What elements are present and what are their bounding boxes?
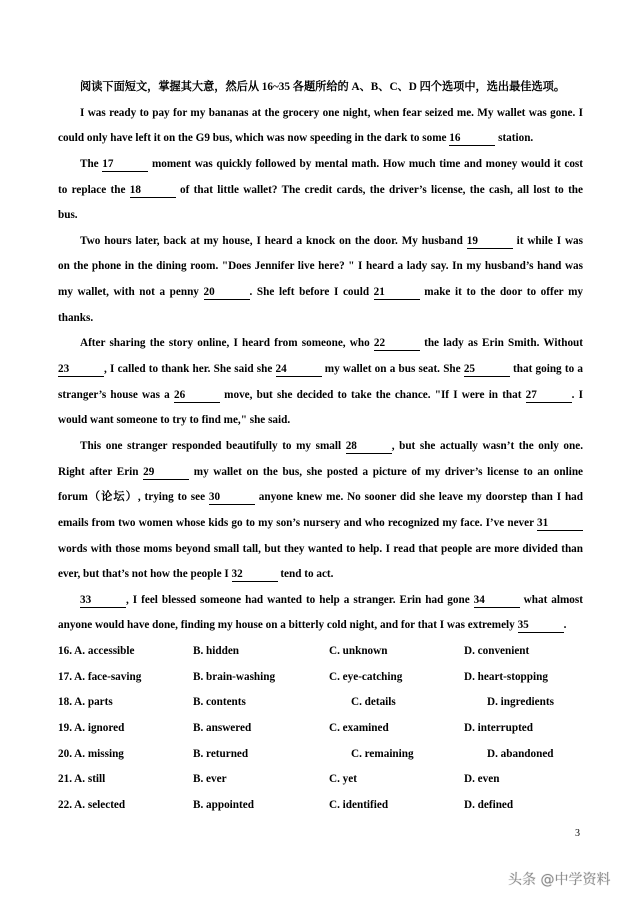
blank-31: 31 <box>537 517 583 531</box>
choice-text: B. answered <box>193 722 252 735</box>
choice-text: B. ever <box>193 773 227 786</box>
choice-text: A. still <box>74 773 106 786</box>
choice-text: D. defined <box>464 798 514 811</box>
question-number: 18. <box>58 696 72 709</box>
text-run: ever, but that’s not how the people I <box>58 568 232 581</box>
option-row <box>58 665 583 691</box>
text-run: that going to a <box>509 363 583 376</box>
choice-b <box>193 716 251 742</box>
text-run: This one stranger responded beautifully to my small <box>80 439 346 452</box>
page-number: 3 <box>575 828 580 839</box>
choice-b <box>193 767 227 793</box>
text-line <box>58 613 583 639</box>
text-run: station. <box>495 132 534 145</box>
choice-a <box>58 690 113 716</box>
document-content <box>58 75 583 819</box>
choice-text: C. identified <box>329 798 389 811</box>
text-line <box>58 434 583 460</box>
text-run: anyone would have done, finding my house on a bitterly cold night, and for that I was extremely <box>58 619 518 632</box>
question-number: 19. <box>58 722 72 735</box>
text-run: forum（论坛）, trying to see <box>58 491 209 504</box>
option-row <box>58 793 583 819</box>
text-run: my wallet on the bus, she posted a picture of my driver’s license to an online <box>189 465 583 478</box>
text-run: I was ready to pay for my bananas at the grocery one night, when fear seized me. My wallet was gone. I <box>80 106 583 119</box>
option-row <box>58 716 583 742</box>
choice-text: C. eye-catching <box>329 670 403 683</box>
text-line <box>58 254 583 280</box>
choice-d <box>487 690 554 716</box>
instruction-line: 阅读下面短文，掌握其大意，然后从 16~35 各题所给的 A、B、C、D 四个选项中，选出最佳选项。 <box>80 81 566 93</box>
choice-text: B. brain-washing <box>193 670 276 683</box>
watermark: 头条 @中学资料 <box>508 872 611 888</box>
text-run: Two hours later, back at my house, I heard a knock on the door. My husband <box>80 234 467 247</box>
blank-23: 23 <box>58 363 104 377</box>
paragraph <box>58 229 583 332</box>
text-run: of that little wallet? The credit cards, the driver’s license, the cash, all lost to the <box>175 183 583 196</box>
choice-a <box>58 716 124 742</box>
text-run: anyone knew me. No sooner did she leave my doorstep than I had <box>254 491 583 504</box>
text-line <box>58 588 583 614</box>
blank-32: 32 <box>232 568 278 582</box>
text-line <box>58 460 583 486</box>
choice-a <box>58 767 105 793</box>
choice-text: D. interrupted <box>464 722 533 735</box>
choice-d <box>464 767 499 793</box>
paragraph <box>58 331 583 434</box>
text-run: to replace the <box>58 183 130 196</box>
choice-text: B. contents <box>193 696 246 709</box>
choice-text: D. ingredients <box>487 696 554 709</box>
choice-d <box>464 639 529 665</box>
text-run: stranger’s house was a <box>58 388 174 401</box>
text-run: . She left before I could <box>249 286 374 299</box>
choice-text: D. even <box>464 773 500 786</box>
choice-a <box>58 742 124 768</box>
blank-34: 34 <box>474 594 520 608</box>
text-run: it while I was <box>512 234 583 247</box>
blank-24: 24 <box>276 363 322 377</box>
choice-d <box>464 716 533 742</box>
choice-text: A. parts <box>74 696 113 709</box>
choice-text: D. abandoned <box>487 747 554 760</box>
text-run: , I feel blessed someone had wanted to help a stranger. Erin had gone <box>126 593 474 606</box>
text-line <box>58 537 583 563</box>
text-run: , I called to thank her. She said she <box>104 363 276 376</box>
blank-25: 25 <box>464 363 510 377</box>
text-line <box>58 331 583 357</box>
blank-26: 26 <box>174 389 220 403</box>
choice-c <box>329 793 388 819</box>
choice-b <box>193 742 248 768</box>
text-run: what almost <box>519 593 583 606</box>
text-line <box>58 178 583 204</box>
options-list <box>58 639 583 818</box>
text-run: the lady as Erin Smith. Without <box>419 337 583 350</box>
question-number: 21. <box>58 773 72 786</box>
blank-30: 30 <box>209 491 255 505</box>
choice-b <box>193 690 246 716</box>
choice-text: C. examined <box>329 722 389 735</box>
option-row <box>58 690 583 716</box>
text-run: , but she actually wasn’t the only one. <box>391 439 583 452</box>
choice-c <box>329 639 387 665</box>
text-run: my wallet, with not a penny <box>58 286 204 299</box>
text-run: After sharing the story online, I heard from someone, who <box>80 337 374 350</box>
choice-d <box>464 665 548 691</box>
blank-16: 16 <box>449 132 495 146</box>
blank-19: 19 <box>467 235 513 249</box>
blank-22: 22 <box>374 337 420 351</box>
question-number: 17. <box>58 670 72 683</box>
text-line <box>58 562 583 588</box>
choice-d <box>487 742 554 768</box>
choice-text: C. unknown <box>329 645 388 658</box>
text-run: moment was quickly followed by mental math. How much time and money would it cost <box>148 157 583 170</box>
text-line <box>58 126 583 152</box>
choice-text: B. hidden <box>193 645 240 658</box>
text-line <box>58 280 583 306</box>
paragraph <box>58 588 583 639</box>
text-run: Right after Erin <box>58 465 144 478</box>
text-run: words with those moms beyond small tall, but they wanted to help. I read that people are more divided than <box>58 542 583 555</box>
paragraph <box>58 152 583 229</box>
paragraph <box>58 101 583 152</box>
text-run: make it to the door to offer my <box>419 286 583 299</box>
option-row <box>58 767 583 793</box>
text-line <box>58 511 583 537</box>
text-run: thanks. <box>58 311 94 324</box>
choice-a <box>58 665 141 691</box>
choice-text: C. remaining <box>351 747 414 760</box>
text-run: emails from two women whose kids go to my son’s nursery and who recognized my face. I’ve never <box>58 516 537 529</box>
text-run: my wallet on a bus seat. She <box>321 363 464 376</box>
blank-20: 20 <box>204 286 250 300</box>
blank-35: 35 <box>518 619 564 633</box>
text-line <box>58 229 583 255</box>
text-line <box>58 306 583 332</box>
choice-c <box>351 690 396 716</box>
choice-text: D. convenient <box>464 645 530 658</box>
text-line <box>58 408 583 434</box>
option-row <box>58 639 583 665</box>
text-line <box>58 152 583 178</box>
text-line <box>58 101 583 127</box>
choice-text: A. selected <box>74 798 126 811</box>
choice-c <box>351 742 414 768</box>
text-run: . <box>563 619 567 632</box>
choice-text: A. missing <box>74 747 124 760</box>
text-line <box>58 203 583 229</box>
text-run: would want someone to try to find me," she said. <box>58 414 291 427</box>
blank-17: 17 <box>102 158 148 172</box>
paragraph <box>58 434 583 588</box>
choice-text: C. details <box>351 696 396 709</box>
choice-d <box>464 793 513 819</box>
blank-28: 28 <box>346 440 392 454</box>
choice-text: D. heart-stopping <box>464 670 548 683</box>
choice-a <box>58 793 125 819</box>
choice-text: B. appointed <box>193 798 254 811</box>
question-number: 16. <box>58 645 72 658</box>
text-run: could only have left it on the G9 bus, which was now speeding in the dark to some <box>58 132 450 145</box>
text-line <box>58 357 583 383</box>
text-run: move, but she decided to take the chance. "If I were in that <box>219 388 526 401</box>
choice-text: A. accessible <box>74 645 135 658</box>
choice-b <box>193 793 254 819</box>
text-run: on the phone in the dining room. "Does Jennifer live here? " I heard a lady say. In my husband’s hand was <box>58 260 583 273</box>
blank-33: 33 <box>80 594 126 608</box>
question-number: 22. <box>58 798 72 811</box>
choice-b <box>193 665 275 691</box>
blank-21: 21 <box>374 286 420 300</box>
text-run: . I <box>571 388 583 401</box>
blank-18: 18 <box>130 184 176 198</box>
choice-text: B. returned <box>193 747 249 760</box>
text-line <box>58 383 583 409</box>
choice-text: A. face-saving <box>74 670 142 683</box>
option-row <box>58 742 583 768</box>
text-run: tend to act. <box>277 568 334 581</box>
choice-c <box>329 716 389 742</box>
choice-a <box>58 639 134 665</box>
text-run: bus. <box>58 209 78 222</box>
question-number: 20. <box>58 747 72 760</box>
blank-29: 29 <box>143 466 189 480</box>
choice-b <box>193 639 239 665</box>
choice-c <box>329 665 402 691</box>
choice-c <box>329 767 357 793</box>
text-run: The <box>80 157 103 170</box>
choice-text: C. yet <box>329 773 357 786</box>
cloze-passage <box>58 101 583 639</box>
text-line <box>58 485 583 511</box>
choice-text: A. ignored <box>74 722 125 735</box>
blank-27: 27 <box>526 389 572 403</box>
